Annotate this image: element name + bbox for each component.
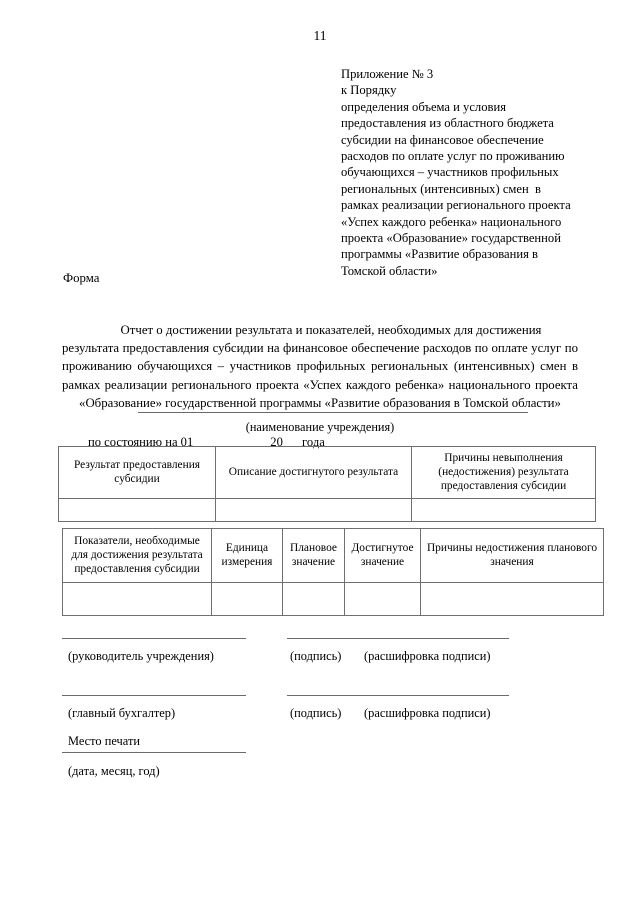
indicators-table-cell-planned[interactable] xyxy=(283,582,345,615)
result-table-cell-description[interactable] xyxy=(216,498,412,521)
result-table-header-reasons: Причины невыполнения (недостижения) результата предоставления субсидии xyxy=(412,447,596,499)
indicators-table-header-indicator: Показатели, необходимые для достижения результата предоставления субсидии xyxy=(63,529,212,583)
appendix-line-11: проекта «Образование» государственной xyxy=(341,231,561,246)
result-table xyxy=(58,446,596,522)
report-title xyxy=(62,321,578,412)
appendix-line-3: определения объема и условия xyxy=(341,99,506,114)
head-transcript-caption: (расшифровка подписи) xyxy=(364,649,491,663)
report-title-body: результата предоставления субсидии на финансовое обеспечение расходов по оплате услуг по проживанию обучающихся – участников профильных региональных (интенсивных) смен в рамках реализации регионального проекта «Успех каждого ребенка» национального проекта «Образование» государственной программы «Развитие образования в Томской области» xyxy=(62,341,578,410)
table-header-row xyxy=(63,529,604,583)
indicators-table-cell-unit[interactable] xyxy=(212,582,283,615)
institution-name-rule xyxy=(138,412,528,413)
institution-name-caption: (наименование учреждения) xyxy=(245,420,395,434)
result-table-cell-reasons[interactable] xyxy=(412,498,596,521)
report-title-first-line: Отчет о достижении результата и показателей, необходимых для достижения xyxy=(120,323,542,337)
appendix-line-12: программы «Развитие образования в xyxy=(341,247,538,262)
result-table-header-description: Описание достигнутого результата xyxy=(216,447,412,499)
appendix-reference-block xyxy=(341,66,593,279)
indicators-table-header-planned: Плановое значение xyxy=(283,529,345,583)
appendix-line-9: рамках реализации регионального проекта xyxy=(341,198,571,213)
table-row xyxy=(59,498,596,521)
date-caption: (дата, месяц, год) xyxy=(68,764,160,778)
appendix-line-4: предоставления из областного бюджета xyxy=(341,116,554,131)
accountant-signature-transcript-rule[interactable] xyxy=(287,695,509,696)
appendix-line-6: расходов по оплате услуг по проживанию xyxy=(341,149,565,164)
head-signature-caption: (подпись) xyxy=(290,649,342,663)
as-of-suffix: года xyxy=(302,435,325,449)
form-label: Форма xyxy=(63,271,100,285)
indicators-table-header-unit: Единица измерения xyxy=(212,529,283,583)
table-header-row xyxy=(59,447,596,499)
seal-caption: Место печати xyxy=(68,734,140,748)
indicators-table-cell-indicator[interactable] xyxy=(63,582,212,615)
appendix-line-5: субсидии на финансовое обеспечение xyxy=(341,132,544,147)
as-of-month-blank[interactable] xyxy=(195,433,268,447)
result-table-cell-result[interactable] xyxy=(59,498,216,521)
head-signature-rule[interactable] xyxy=(62,638,246,639)
as-of-year-prefix: 20 xyxy=(270,435,283,449)
appendix-line-2: к Порядку xyxy=(341,83,397,98)
indicators-table-header-achieved: Достигнутое значение xyxy=(345,529,421,583)
appendix-line-8: региональных (интенсивных) смен в xyxy=(341,181,541,196)
appendix-line-1: Приложение № 3 xyxy=(341,67,434,81)
accountant-transcript-caption: (расшифровка подписи) xyxy=(364,706,491,720)
indicators-table xyxy=(62,528,604,616)
accountant-signature-rule[interactable] xyxy=(62,695,246,696)
accountant-caption: (главный бухгалтер) xyxy=(68,706,176,720)
table-row xyxy=(63,582,604,615)
result-table-header-result: Результат предоставления субсидии xyxy=(59,447,216,499)
appendix-line-10: «Успех каждого ребенка» национального xyxy=(341,214,562,229)
page-number: 11 xyxy=(313,28,327,43)
head-signature-transcript-rule[interactable] xyxy=(287,638,509,639)
indicators-table-header-reasons: Причины недостижения планового значения xyxy=(421,529,604,583)
as-of-year-blank[interactable] xyxy=(284,433,297,447)
indicators-table-cell-reasons[interactable] xyxy=(421,582,604,615)
appendix-line-7: обучающихся – участников профильных xyxy=(341,165,559,180)
appendix-line-13: Томской области» xyxy=(341,263,438,278)
as-of-prefix: по состоянию на 01 xyxy=(88,435,194,449)
accountant-signature-caption: (подпись) xyxy=(290,706,342,720)
date-rule[interactable] xyxy=(62,752,246,753)
head-caption: (руководитель учреждения) xyxy=(68,649,214,663)
indicators-table-cell-achieved[interactable] xyxy=(345,582,421,615)
